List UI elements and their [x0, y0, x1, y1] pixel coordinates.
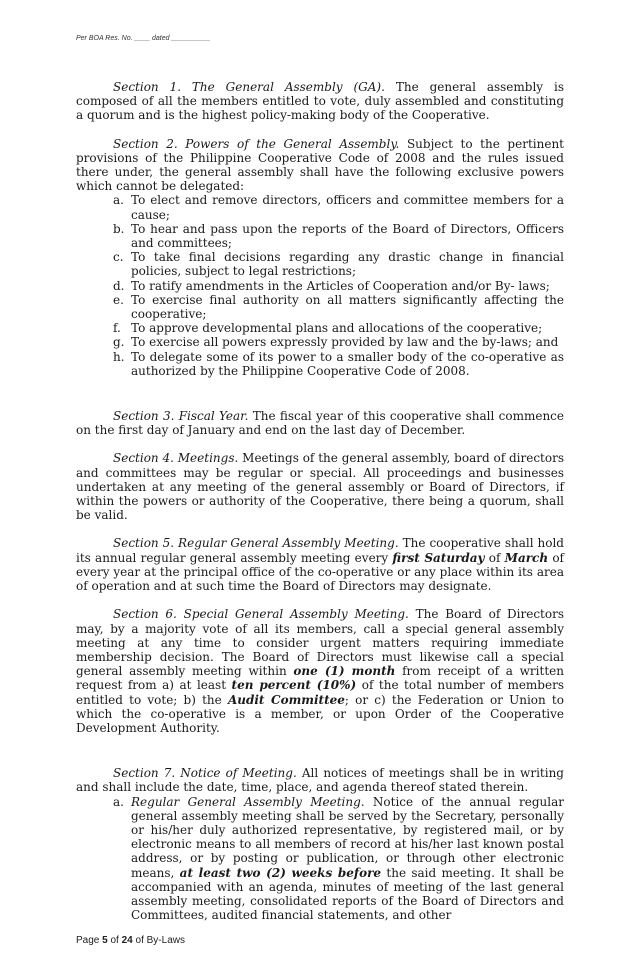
- section-6-text: from receipt of a written request from a) at least: [76, 664, 564, 693]
- notice-list: [76, 795, 564, 923]
- list-item-text: To hear and pass upon the reports of the Board of Directors, Officers and committees;: [131, 221, 564, 251]
- list-item-label: d.: [113, 278, 125, 293]
- list-item-text: To exercise all powers expressly provided by law and the by-laws; and: [131, 335, 559, 350]
- section-7-body: All notices of meetings shall be in writing and shall include the date, time, place, and agenda thereof stated therein.: [76, 766, 564, 795]
- section-6-emphasis: ten percent (10%): [231, 678, 357, 693]
- section-6-text: ; or c) the Federation or Union to which the co-operative is a member, or upon Order of the Cooperative Development Authority.: [76, 692, 564, 735]
- list-item-text: [131, 795, 564, 923]
- list-item: [113, 321, 564, 335]
- list-item-text: To exercise final authority on all matters significantly affecting the cooperative;: [131, 292, 564, 322]
- list-item-label: f.: [113, 321, 121, 336]
- list-item-label: a.: [113, 794, 124, 809]
- section-5-text: of: [488, 550, 501, 565]
- list-item: [113, 795, 564, 923]
- section-5-text: The cooperative shall hold its annual regular general assembly meeting every: [76, 536, 564, 565]
- section-7-title: Section 7. Notice of Meeting.: [113, 766, 297, 781]
- list-item: [113, 222, 564, 250]
- list-item: [113, 250, 564, 278]
- notice-item-emphasis: at least two (2) weeks before: [179, 865, 382, 880]
- section-1: [76, 80, 564, 123]
- section-5-emphasis: March: [504, 550, 549, 565]
- list-item: [113, 193, 564, 221]
- list-item-label: c.: [113, 250, 124, 265]
- page-header: Per BOA Res. No. ____ dated __________: [76, 35, 211, 42]
- list-item-label: a.: [113, 193, 124, 208]
- page-number: 5: [102, 935, 108, 946]
- list-item-text: To ratify amendments in the Articles of Cooperation and/or By- laws;: [131, 278, 550, 293]
- section-6-title: Section 6. Special General Assembly Meeting.: [113, 607, 409, 622]
- list-item: [113, 279, 564, 293]
- list-item-label: e.: [113, 292, 124, 307]
- page-total: 24: [121, 935, 133, 946]
- section-6-emphasis: Audit Committee: [227, 692, 345, 707]
- list-item-label: g.: [113, 335, 125, 350]
- notice-item-text: Notice of the annual regular general assembly meeting shall be served by the Secretary, personally or his/her duly authorized representative, by registered mail, or by electronic means to all members of record at his/her last known postal address, or by posting or publication, or through other electronic means,: [131, 794, 564, 880]
- section-5-text: of every year at the principal office of the co-operative or any place within its area of operation and at such time the Board of Directors may designate.: [76, 550, 564, 594]
- powers-list: [76, 193, 564, 378]
- section-6-text: of the total number of members entitled to vote; b) the: [76, 678, 564, 707]
- notice-item-title: Regular General Assembly Meeting.: [131, 794, 365, 809]
- list-item-text: To elect and remove directors, officers and committee members for a cause;: [131, 193, 564, 222]
- section-6-text: The Board of Directors may, by a majority vote of all its members, call a special general assembly meeting at any time to consider urgent matters requiring immediate membership decision. The Board of Directors must likewise call a special general assembly meeting within: [76, 607, 564, 679]
- section-3-title: Section 3. Fiscal Year.: [113, 409, 249, 424]
- section-6: [76, 607, 564, 735]
- footer-prefix: Page: [76, 935, 100, 946]
- list-item-text: To take final decisions regarding any drastic change in financial policies, subject to legal restrictions;: [131, 250, 564, 279]
- section-5: [76, 536, 564, 593]
- footer-of: of: [110, 935, 119, 946]
- section-2: [76, 137, 564, 194]
- list-item: [113, 350, 564, 378]
- notice-item-text: the said meeting. It shall be accompanied with an agenda, minutes of meeting of the last general assembly meeting, consolidated reports of the Board of Directors and Committees, audited financial statements, and other: [131, 865, 564, 923]
- section-1-title: Section 1. The General Assembly (GA).: [113, 80, 385, 94]
- section-3: [76, 409, 564, 437]
- section-4-body: Meetings of the general assembly, board of directors and committees may be regular or special. All proceedings and businesses undertaken at any meeting of the general assembly or Board of Directors, if within the powers or authority of the Cooperative, there being a quorum, shall be valid.: [76, 451, 564, 523]
- list-item-label: b.: [113, 221, 125, 236]
- section-5-emphasis: first Saturday: [392, 550, 485, 565]
- section-3-body: The fiscal year of this cooperative shall commence on the first day of January and end on the last day of December.: [76, 409, 564, 438]
- list-item-text: To approve developmental plans and allocations of the cooperative;: [131, 321, 543, 336]
- document-body: [76, 80, 564, 922]
- section-7: [76, 766, 564, 794]
- footer-suffix: of By-Laws: [135, 935, 185, 946]
- list-item: [113, 293, 564, 321]
- section-1-body: The general assembly is composed of all the members entitled to vote, duly assembled and constituting a quorum and is the highest policy-making body of the Cooperative.: [76, 80, 564, 123]
- section-5-title: Section 5. Regular General Assembly Meeting.: [113, 536, 399, 551]
- section-4-title: Section 4. Meetings.: [113, 451, 239, 466]
- list-item-text: To delegate some of its power to a smaller body of the co-operative as authorized by the Philippine Cooperative Code of 2008.: [131, 349, 564, 378]
- section-6-emphasis: one (1) month: [293, 664, 396, 679]
- section-4: [76, 451, 564, 522]
- list-item-label: h.: [113, 349, 125, 364]
- list-item: [113, 335, 564, 349]
- section-2-body: Subject to the pertinent provisions of the Philippine Cooperative Code of 2008 and the rules issued there under, the general assembly shall have the following exclusive powers which cannot be delegated:: [76, 136, 564, 194]
- page-footer: [76, 935, 185, 946]
- section-2-title: Section 2. Powers of the General Assembly.: [113, 136, 400, 151]
